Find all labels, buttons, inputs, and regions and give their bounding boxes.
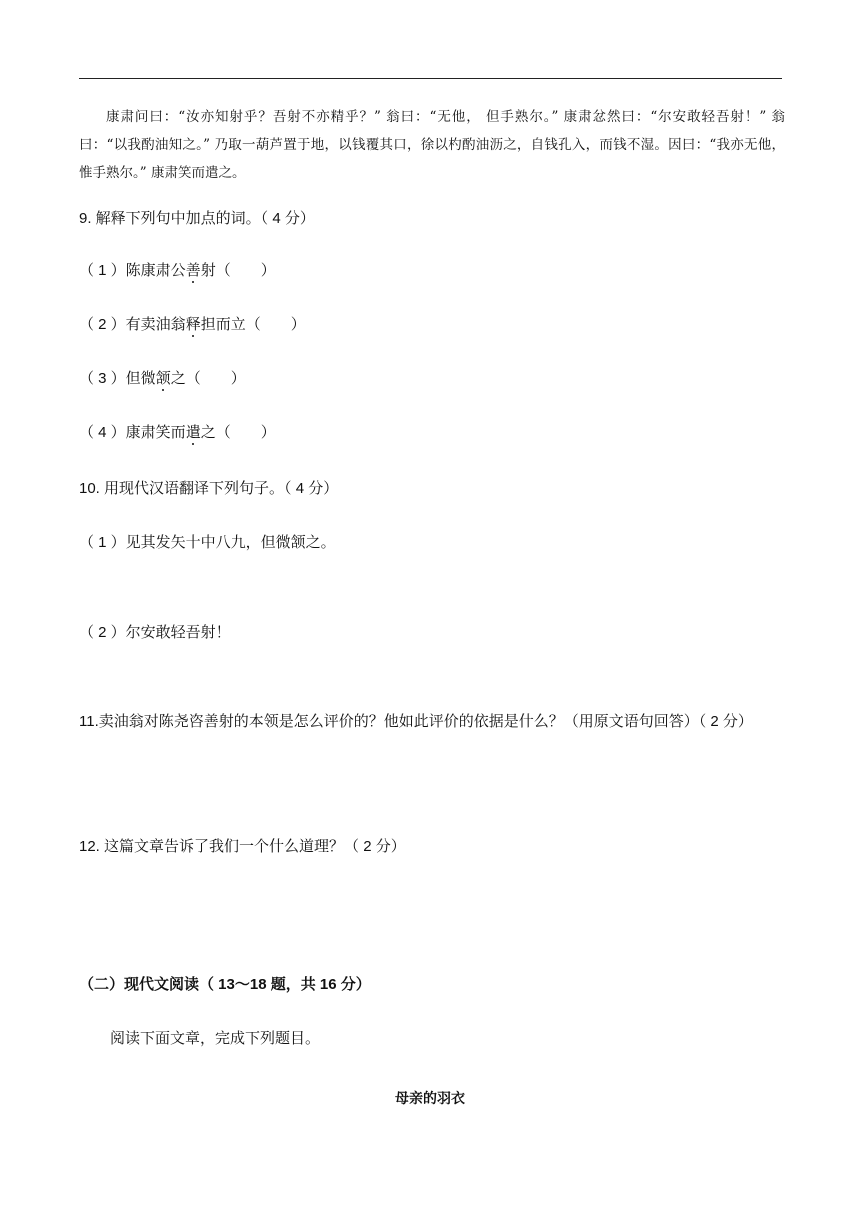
q9-item-text: （ 3 ）但微 (79, 370, 156, 387)
q9-item-1 (79, 259, 276, 280)
q9-item-text: 之（ ） (170, 370, 246, 387)
q10-item-1: （ 1 ）见其发矢十中八九，但微颔之。 (79, 534, 336, 551)
q9-item-text: 射（ ） (200, 262, 276, 279)
section2-heading: （二）现代文阅读（ 13～18 题，共 16 分） (79, 976, 371, 993)
dotted-word: 颔 (155, 370, 171, 387)
q10-item-2: （ 2 ）尔安敢轻吾射！ (79, 624, 231, 641)
q12: 12. 这篇文章告诉了我们一个什么道理？（ 2 分） (79, 838, 406, 855)
q9-item-text: （ 4 ）康肃笑而 (79, 424, 186, 441)
article-title: 母亲的羽衣 (395, 1091, 465, 1107)
q9-item-3 (79, 367, 246, 388)
dotted-word: 释 (185, 316, 201, 333)
classical-passage (79, 103, 785, 187)
q9-item-text: （ 1 ）陈康肃公 (79, 262, 186, 279)
q9-item-text: 之（ ） (200, 424, 276, 441)
q9-item-2 (79, 313, 306, 334)
header-rule (79, 78, 782, 79)
q9-heading: 9. 解释下列句中加点的词。（ 4 分） (79, 210, 315, 227)
section2-instruction: 阅读下面文章，完成下列题目。 (110, 1030, 321, 1047)
dotted-word: 遣 (185, 424, 201, 441)
q9-item-text: 担而立（ ） (200, 316, 306, 333)
q11: 11.卖油翁对陈尧咨善射的本领是怎么评价的？他如此评价的依据是什么？（用原文语句回答）（ 2 分） (79, 713, 753, 730)
passage-text: 康肃问曰：“汝亦知射乎？吾射不亦精乎？” 翁曰：“无他， 但手熟尔。” 康肃忿然曰：“尔安敢轻吾射！” 翁曰：“以我酌油知之。” 乃取一葫芦置于地，以钱覆其口，徐以杓酌油沥之，自钱孔入，而钱不湿。因曰：“我亦无他，惟手熟尔。” 康肃笑而遣之。 (79, 109, 785, 181)
q10-heading: 10. 用现代汉语翻译下列句子。（ 4 分） (79, 480, 339, 497)
q9-item-text: （ 2 ）有卖油翁 (79, 316, 186, 333)
dotted-word: 善 (185, 262, 201, 279)
q9-item-4 (79, 421, 276, 442)
